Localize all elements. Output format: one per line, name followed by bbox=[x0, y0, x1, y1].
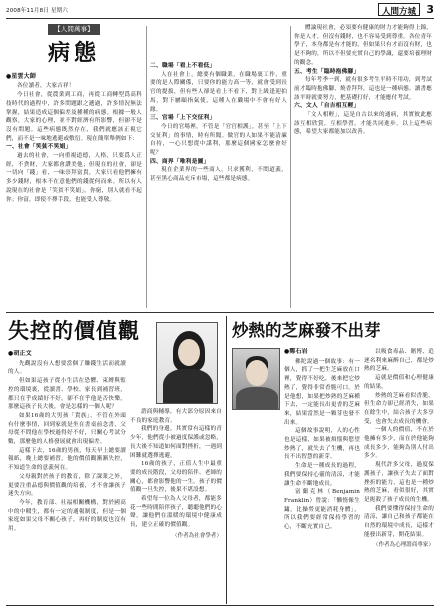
top-article-para: 現在企業界的一些商人，只求獲利，不問道義，甚至黑心商品充斥市場，這些都是病態。 bbox=[150, 167, 287, 183]
left-article-para: 16歲的孩子，正值人生中最重要的成長階段，父母的陪伴、老師的關心，都會影響他的一生。孩子的價值觀一旦失控，後果不堪設想。 bbox=[130, 461, 222, 494]
left-article-para: 希望每一位為人父母者，都能多花一些時間陪伴孩子，聽聽他們的心聲，讓他們在溫暖的環境中健康成長，建立正確的價值觀。 bbox=[130, 496, 222, 529]
left-article-para: 我們的身邊，其實常有這樣的青少年，他們從小被過度保護或忽略，長大後不知道如何面對挫折，一遇到困難就選擇逃避。 bbox=[130, 426, 222, 459]
top-article-subhead: 五、考生「臨時抱佛腳」 bbox=[294, 68, 360, 75]
left-article-para: 如果16歲的大男孩「貴族」，不管在外頭有什麼事情，回到家就是坐在書桌前念書，父母從不問他在學校過得好不好，只關心考試分數，那麼他的人格發展就會出現偏差。 bbox=[8, 412, 126, 446]
column-divider bbox=[290, 26, 291, 308]
left-article-author: ●胡正文 bbox=[8, 350, 32, 357]
left-article-para: 先觀說沒有人想要當個了賺錢生活而就讀的人。 bbox=[8, 360, 126, 376]
page-number: 3 bbox=[426, 3, 434, 16]
right-article-para: 佛陀說過一個故事：有一個人，抓了一把生芝麻放在口裡，覺得不好吃，後來把它炒熱了，覺得非常香脆可口。於是他想，如果把炒熟的芝麻種下去，一定能長出更香的芝麻來，結果當然是一顆芽也發不出來。 bbox=[284, 358, 360, 426]
left-article-col1 bbox=[8, 350, 126, 604]
top-article-col3 bbox=[294, 24, 432, 310]
top-article-para: 「文人相輕」，這是自古以來的通病，其實彼此應該互相欣賞，互相學習，才能共同進步。以上這些病態，希望大家都能加以改善。 bbox=[294, 112, 432, 136]
left-article-title: 失控的價值觀 bbox=[8, 318, 140, 343]
right-article-para: 現代許多父母，過度保護孩子，讓孩子失去了面對挫折的能力，這也是一種炒熱的芝麻，看似很好，其實是扼殺了孩子成長的生機。 bbox=[364, 462, 434, 503]
left-article-para: 父母親對於孩子的教育，除了課業之外，更要注重品德與價值觀的培養，才不會讓孩子迷失方向。 bbox=[8, 473, 126, 498]
right-article-para: 炒熱的芝麻看似香脆，但生命力卻已經消失，如果在餘生中，結合孩子大多享受，也會失去成長的機會。 bbox=[364, 392, 434, 425]
top-article-subhead: 一、社會「笑貧不笑娼」 bbox=[6, 144, 72, 151]
left-article-para: 這樣下去，16歲的男孩，每天早上總要讀報紙，晚上總要補習，他的價值觀漸漸失控，不知道生命的意義何在。 bbox=[8, 447, 126, 472]
section-label-box bbox=[378, 3, 420, 16]
left-article-para: 今年，教育部、社福相關機構，對於國高中的中輟生，都有一定的通報制度，但是一個家庭如果父母不關心孩子，再好的制度也沒有用。 bbox=[8, 499, 126, 533]
right-article-para: 一個人的價值，不在於他擁有多少，而在於他能夠成長多少，能夠為別人付出多少。 bbox=[364, 427, 434, 460]
bottom-rule bbox=[6, 605, 434, 606]
top-article-col2 bbox=[150, 62, 287, 310]
article-divider bbox=[226, 316, 227, 604]
author-photo-woman bbox=[156, 322, 218, 404]
top-article-subhead: 二、職場「看上不看低」 bbox=[150, 63, 216, 69]
left-article-para: 但如果這孩子從小生活在恐懼、束縛與監控的環境裏，從讀書、學校、家長到補習班，都只在乎成績好不好，卻不在乎他是否快樂，那麼這孩子長大後，會是怎樣的一個人呢？ bbox=[8, 378, 126, 411]
left-article-para: 諮商與輔導，有大部分原因來自不良的家庭教育。 bbox=[130, 409, 222, 424]
section-rule bbox=[6, 312, 434, 313]
right-article-para: 這就是價值和心理健康的結果。 bbox=[364, 375, 434, 390]
top-article-para: 體論現社會，必須要有健康的財力才能夠得上錦，你是人才，但沒有錢財，也不容易受到尊重。各位青年學子，本身都是有才能的，但如果只有才而沒有財，也是不夠的，所以不但要充實自己的學識，還要培養理財的觀念。 bbox=[294, 25, 432, 66]
top-article-para: 人在社會上，總要有個職業，在職場裏工作，重要的是人際關係，只要你的能力高一等，就會受到長官的提拔，但有些人卻是看上不看下，對上級逢迎拍馬，對下屬頤指氣使，這種人在職場中不會有好人緣。 bbox=[150, 71, 287, 113]
section-name: 人間方城 bbox=[382, 7, 417, 17]
header-rule bbox=[6, 18, 434, 19]
right-article-title: 炒熱的芝麻發不出芽 bbox=[232, 321, 381, 340]
page-header bbox=[6, 3, 434, 19]
column-tag: 【人間萬事】 bbox=[48, 24, 100, 35]
right-article-para: 富蘭克林（Benjamin Franklin）曾說：「懶惰像生鏽，比操勞更能消耗身體」，所以我們要經常保持學習的心，不斷充實自己。 bbox=[284, 489, 360, 531]
right-article-col2 bbox=[364, 348, 434, 604]
top-article-para: 每年考季一到，就有很多考生平時不用功，到考試前才臨時抱佛腳，燒香拜拜，這也是一種病態。讀書應該平時就要努力，把基礎打好，才能應付考試。 bbox=[294, 77, 432, 101]
top-article-para: 今日的官場裡，不管是「官官相護」，甚至「上下交征利」的事情，時有所聞。做官的人如果不能清廉自持，一心只想從中謀利，那麼這個國家怎麼會好呢？ bbox=[150, 123, 287, 157]
top-article-title: 病態 bbox=[47, 39, 100, 66]
issue-date: 2008年11月8日 星期六 bbox=[6, 8, 69, 14]
right-article-author: ●鄭石岩 bbox=[284, 348, 308, 355]
column-divider bbox=[146, 26, 147, 308]
top-article-para: 各位讀者，大家吉祥！ bbox=[17, 83, 75, 90]
top-article-subhead: 四、商界「唯利是圖」 bbox=[150, 158, 210, 165]
top-article-para: 過去的社會，一向重視道德，人格，只要爲人正經，不貪財，大家都會讚美他；但現在的社會，卻是一切向「錢」看，一味崇拜富貴，大家只看他們擁有多少錢財，根本不在意他們的錢從何而來。所以有人說現在的社會是「笑貧不笑娼」，你窮，別人就看不起你；你富，即使不擇手段，也能受人尊敬。 bbox=[6, 153, 142, 203]
top-article-subhead: 三、官場「上下交征利」 bbox=[150, 115, 216, 122]
right-article-para: 這個故事說明，人的心性也是這樣，如果被煩惱與慾望炒熱了，就失去了生機，再也長不出智慧的新芽。 bbox=[284, 428, 360, 461]
right-article-col1 bbox=[284, 348, 360, 604]
left-article-col2 bbox=[130, 408, 222, 604]
top-article-para: 今日社會，從農業到工商，再從工商轉型爲高科技時代的過程中，許多問題跟之遞過，許多情況無法掌握，結果造成這個偏差及種種的病態。根據一般人觀察，大家的心理，並不對經濟有所影響，但卻不是沒有問題。這些病態既然存在，我們就應該正視它們，而不是一味地逃避或敷衍。現在簡單舉例如下： bbox=[6, 92, 142, 142]
right-article-para: 生命是一種成長的過程，我們要保持心靈的清涼，才能讓生命不斷地成長。 bbox=[284, 463, 360, 487]
top-article-subhead: 六、文人「自吉相互輕」 bbox=[294, 103, 360, 110]
top-article-author: ●星雲大師 bbox=[6, 72, 36, 80]
right-article-para: 我們要懂得保持生命的清涼，讓自己和孩子都能在自然的環境中成長，這樣才能發出新芽，開花結果。 bbox=[364, 505, 434, 538]
right-article-para: 以吸食毒品、賭博、追逐名利來麻醉自己，都是炒熱的芝麻。 bbox=[364, 349, 434, 373]
right-article-footnote: （作者為心理諮商專家） bbox=[373, 542, 434, 549]
top-article-col1 bbox=[6, 24, 142, 310]
left-article-footnote: （作者為社會學者） bbox=[172, 532, 222, 539]
author-photo-man bbox=[232, 348, 280, 410]
